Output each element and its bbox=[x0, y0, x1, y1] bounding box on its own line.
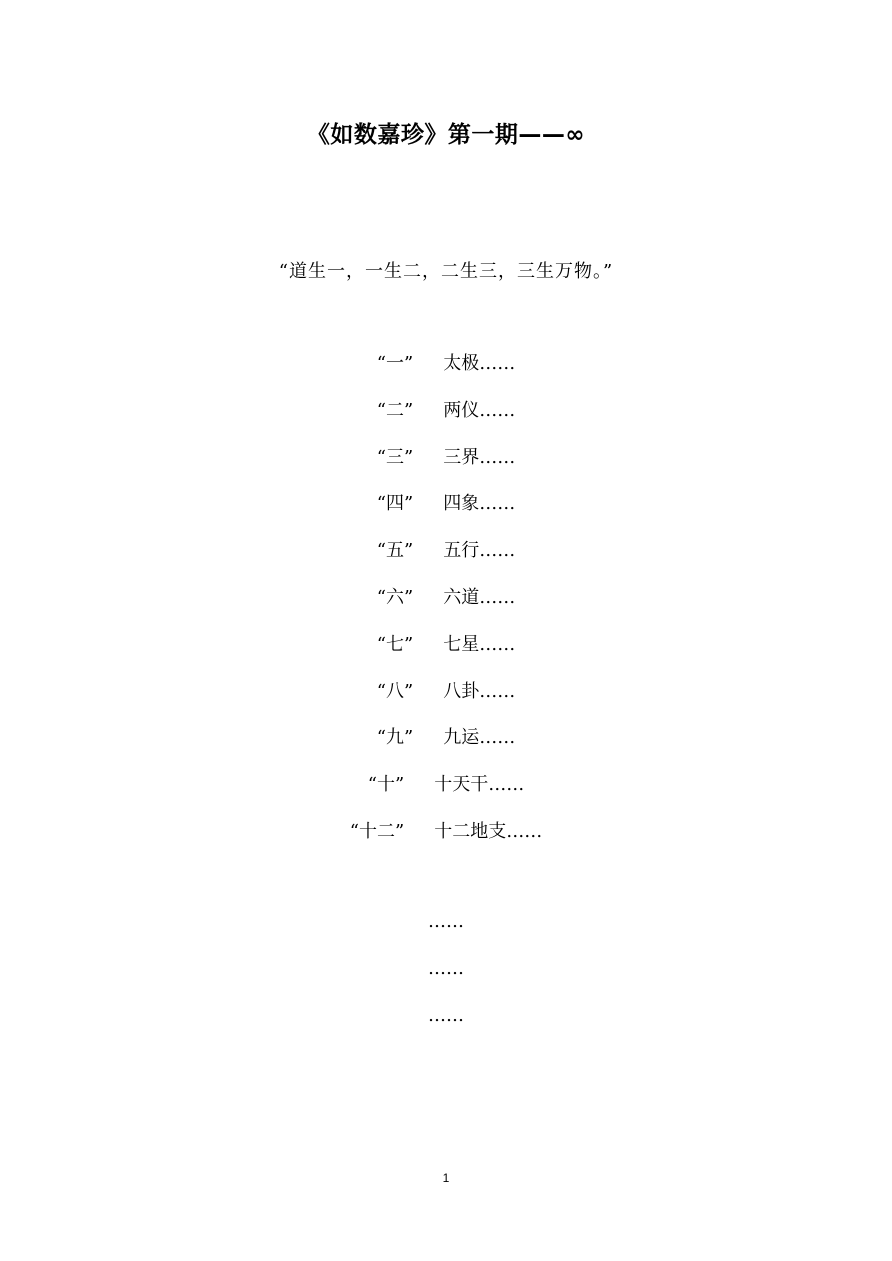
list-item bbox=[0, 818, 892, 865]
number-label: “十” bbox=[367, 774, 405, 796]
list-item bbox=[0, 537, 892, 584]
number-label: “六” bbox=[376, 586, 414, 608]
number-meaning: 十二地支…… bbox=[434, 820, 543, 842]
list-item bbox=[0, 444, 892, 491]
list-item bbox=[0, 490, 892, 537]
list-item bbox=[0, 350, 892, 397]
ellipsis-list bbox=[0, 908, 892, 1049]
number-meaning: 四象…… bbox=[443, 493, 516, 515]
page-title: 《如数嘉珍》第一期——∞ bbox=[306, 122, 586, 148]
number-meaning: 五行…… bbox=[443, 540, 516, 562]
number-label: “五” bbox=[376, 540, 414, 562]
number-meaning: 十天干…… bbox=[434, 774, 525, 796]
number-label: “八” bbox=[376, 680, 414, 702]
number-label: “三” bbox=[376, 446, 414, 468]
number-meaning: 太极…… bbox=[443, 353, 516, 374]
list-item bbox=[0, 631, 892, 678]
number-meaning: 六道…… bbox=[443, 586, 516, 608]
list-item bbox=[0, 724, 892, 771]
opening-quote: “道生一，一生二，二生三，三生万物。” bbox=[278, 261, 614, 282]
list-item bbox=[0, 584, 892, 631]
number-meaning: 三界…… bbox=[443, 446, 516, 468]
number-label: “十二” bbox=[349, 820, 405, 842]
number-label: “四” bbox=[376, 493, 414, 515]
ellipsis-line: …… bbox=[428, 1005, 464, 1026]
number-meaning: 七星…… bbox=[443, 633, 516, 655]
number-label: “九” bbox=[376, 727, 414, 749]
number-meaning: 八卦…… bbox=[443, 680, 516, 702]
number-label: “七” bbox=[376, 633, 414, 655]
number-meaning: 九运…… bbox=[443, 727, 516, 749]
list-item bbox=[0, 678, 892, 725]
ellipsis-line: …… bbox=[428, 958, 464, 979]
number-list bbox=[0, 350, 892, 865]
list-item bbox=[0, 397, 892, 444]
page-number: 1 bbox=[442, 1171, 450, 1185]
number-meaning: 两仪…… bbox=[443, 399, 516, 421]
ellipsis-line: …… bbox=[428, 911, 464, 932]
number-label: “一” bbox=[376, 353, 414, 374]
number-label: “二” bbox=[376, 399, 414, 421]
list-item bbox=[0, 771, 892, 818]
